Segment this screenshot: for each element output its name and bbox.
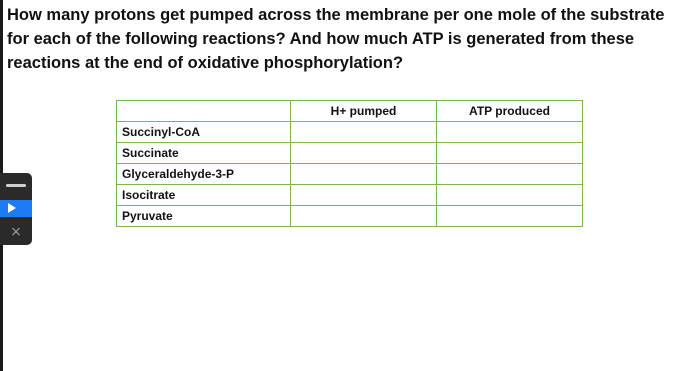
atp-produced-cell[interactable] — [437, 164, 583, 185]
play-arrow-icon — [8, 203, 16, 213]
atp-produced-cell[interactable] — [437, 143, 583, 164]
play-button[interactable] — [0, 200, 32, 217]
row-label: Succinyl-CoA — [117, 122, 291, 143]
close-icon[interactable]: × — [10, 224, 22, 240]
row-label: Isocitrate — [117, 185, 291, 206]
header-empty-cell — [117, 101, 291, 122]
side-toolbar-widget — [0, 173, 32, 245]
table-row — [117, 143, 583, 164]
h-pumped-cell[interactable] — [291, 143, 437, 164]
table-header-row — [117, 101, 583, 122]
table-row — [117, 164, 583, 185]
h-pumped-cell[interactable] — [291, 164, 437, 185]
atp-produced-cell[interactable] — [437, 185, 583, 206]
row-label: Succinate — [117, 143, 291, 164]
atp-produced-cell[interactable] — [437, 122, 583, 143]
table-row — [117, 122, 583, 143]
header-atp-produced: ATP produced — [437, 101, 583, 122]
reaction-table — [116, 100, 583, 227]
question-text: How many protons get pumped across the membrane per one mole of the substrate for each of the following reactions? And how much ATP is generated from these reactions at the end of oxidative phosphorylation? — [7, 6, 665, 72]
h-pumped-cell[interactable] — [291, 185, 437, 206]
atp-produced-cell[interactable] — [437, 206, 583, 227]
drag-handle-icon — [6, 184, 26, 187]
drag-handle[interactable] — [0, 173, 32, 199]
row-label: Glyceraldehyde-3-P — [117, 164, 291, 185]
h-pumped-cell[interactable] — [291, 122, 437, 143]
header-h-pumped: H+ pumped — [291, 101, 437, 122]
table-row — [117, 206, 583, 227]
table-row — [117, 185, 583, 206]
h-pumped-cell[interactable] — [291, 206, 437, 227]
row-label: Pyruvate — [117, 206, 291, 227]
